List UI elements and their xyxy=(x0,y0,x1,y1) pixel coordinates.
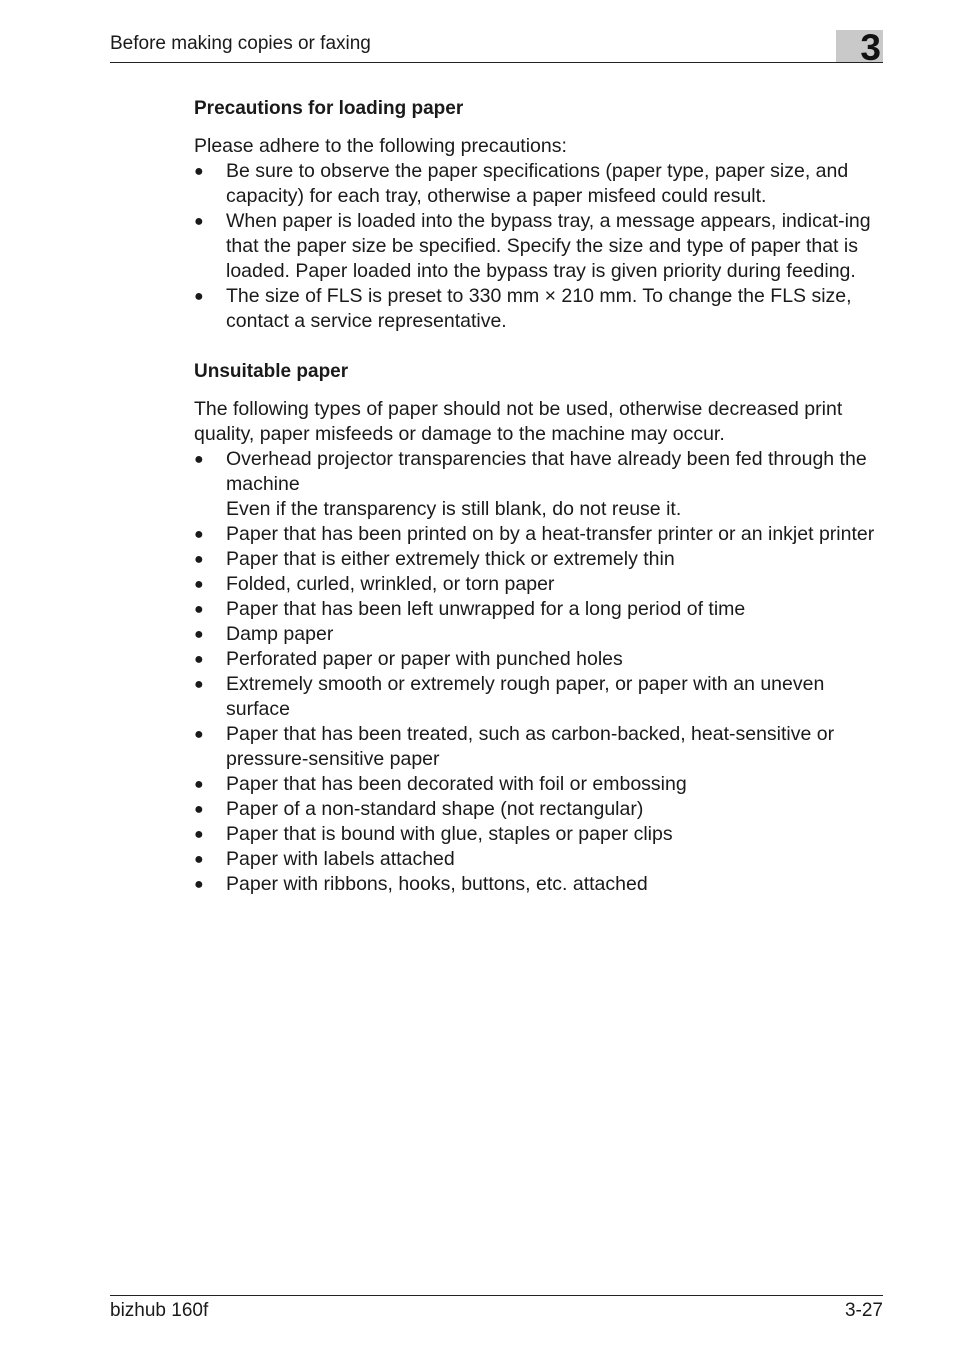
unsuitable-list xyxy=(194,447,886,897)
list-item: ● Perforated paper or paper with punched holes xyxy=(194,648,623,670)
list-item: ● Overhead projector transparencies that have already been fed through the machine Even if the transparency is still blank, do not reuse it. xyxy=(194,448,867,520)
chapter-tab xyxy=(836,27,883,68)
bullet-icon: ● xyxy=(194,626,204,643)
bullet-icon: ● xyxy=(194,213,204,230)
bullet-icon: ● xyxy=(194,163,204,180)
bullet-icon: ● xyxy=(194,876,204,893)
list-item: ● Paper that is bound with glue, staples or paper clips xyxy=(194,823,673,845)
bullet-icon: ● xyxy=(194,288,204,305)
precautions-heading: Precautions for loading paper xyxy=(194,98,464,119)
list-item: ● Folded, curled, wrinkled, or torn paper xyxy=(194,573,555,595)
unsuitable-heading: Unsuitable paper xyxy=(194,361,349,382)
header-divider xyxy=(110,62,883,63)
bullet-icon: ● xyxy=(194,526,204,543)
list-item: ● Paper that has been treated, such as carbon-backed, heat-sensitive or pressure-sensitive paper xyxy=(194,723,835,770)
list-item-note: Even if the transparency is still blank, do not reuse it. xyxy=(226,498,682,520)
bullet-icon: ● xyxy=(194,601,204,618)
bullet-icon: ● xyxy=(194,451,204,468)
bullet-icon: ● xyxy=(194,576,204,593)
list-item: ● Damp paper xyxy=(194,623,334,645)
list-item: ● Paper that has been decorated with foil or embossing xyxy=(194,773,687,795)
precautions-list xyxy=(194,159,886,334)
bullet-icon: ● xyxy=(194,726,204,743)
precautions-intro: Please adhere to the following precautions: xyxy=(194,135,567,157)
bullet-icon: ● xyxy=(194,676,204,693)
bullet-icon: ● xyxy=(194,776,204,793)
bullet-icon: ● xyxy=(194,826,204,843)
list-item: ● The size of FLS is preset to 330 mm × 210 mm. To change the FLS size, contact a service representative. xyxy=(194,285,852,332)
list-item: ● Extremely smooth or extremely rough paper, or paper with an uneven surface xyxy=(194,673,825,720)
footer-divider xyxy=(110,1295,883,1296)
bullet-icon: ● xyxy=(194,851,204,868)
chapter-number: 3 xyxy=(860,27,881,68)
running-title: Before making copies or faxing xyxy=(110,33,371,54)
list-item: ● Paper that has been printed on by a heat-transfer printer or an inkjet printer xyxy=(194,523,875,545)
list-item: ● Paper with labels attached xyxy=(194,848,455,870)
bullet-icon: ● xyxy=(194,651,204,668)
list-item: ● When paper is loaded into the bypass tray, a message appears, indicat-ing that the paper size be specified. Specify the size and type of paper that is loaded. Paper loaded into the bypass tray is given priority during feeding. xyxy=(194,210,871,282)
page-number: 3-27 xyxy=(844,1300,883,1321)
list-item: ● Be sure to observe the paper specifications (paper type, paper size, and capacity) for each tray, otherwise a paper misfeed could result. xyxy=(194,160,849,207)
bullet-icon: ● xyxy=(194,801,204,818)
product-name: bizhub 160f xyxy=(110,1300,209,1321)
list-item: ● Paper of a non-standard shape (not rectangular) xyxy=(194,798,644,820)
bullet-icon: ● xyxy=(194,551,204,568)
page-content xyxy=(194,96,886,897)
list-item: ● Paper that is either extremely thick or extremely thin xyxy=(194,548,675,570)
list-item: ● Paper that has been left unwrapped for a long period of time xyxy=(194,598,746,620)
unsuitable-intro: The following types of paper should not be used, otherwise decreased print quality, paper misfeeds or damage to the machine may occur. xyxy=(194,398,843,445)
list-item: ● Paper with ribbons, hooks, buttons, etc. attached xyxy=(194,873,648,895)
